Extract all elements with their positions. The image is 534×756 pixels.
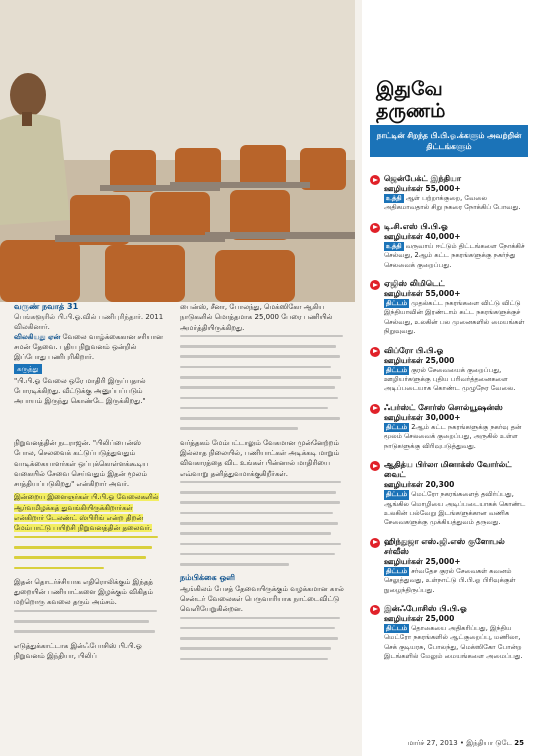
- col2-paragraph-3: ஆங்கிலம் பேசத் தேவையிருக்கும் வழக்கமான கால் சென்டர் வேலைகள் பெருவாரியாக நாட்டைவிட்டு வெளியேறுகின்றன.: [180, 584, 344, 614]
- article-photo: [0, 0, 355, 302]
- strategy: [384, 366, 530, 394]
- company-name: ஜென்பேக்ட் இந்தியா: [384, 174, 462, 183]
- paragraph-lines-2: [14, 610, 164, 633]
- employee-count: ஊழியர்கள் 40,000+: [384, 231, 461, 241]
- sidebar-panel: [362, 0, 534, 756]
- sub-heading: நம்பிக்கை ஒளி: [180, 573, 236, 583]
- paragraph-1: நிறுவனத்தின் நடராஜன். "பிலிப்பைன்ஸ் போல, செலவைக் கட்டுப்படுத்துவதும் வாடிக்கையாளர்கள் ஒப்புக்கொள்ளக்கூடிய வகையில் சேவை செய்வதும் இதன் மூலம் சாத்தியப்படுகிறது" என்கிறார் அவர்.: [14, 439, 149, 489]
- company-name: ஃபர்ஸ்ட் சோர்ஸ் சொல்யூஷன்ஸ்: [384, 402, 503, 412]
- employee-count: ஊழியர்கள் 30,000+: [384, 412, 461, 422]
- col2-lines-3: [180, 617, 348, 661]
- article-column-1: [14, 438, 164, 661]
- company-name: டி.சி.எஸ் பி.பி.ஓ: [384, 221, 448, 231]
- strategy-tag: திட்டம்: [386, 490, 408, 499]
- list-item: [370, 222, 530, 270]
- company-name: ஆதித்ய பிர்லா மினாக்ஸ் வோர்ல்ட் வைட்: [384, 460, 512, 480]
- strategy-text: சர்வதேச குரல் சேவைகள் கவனம் செலுத்துவது, உள்நாட்டு பி.பி.ஓ பிரிவுக்குள் நுழைந்திருப்பது.: [384, 566, 516, 594]
- employee-count: ஊழியர்கள் 55,000+: [384, 184, 461, 193]
- list-item: [370, 174, 530, 213]
- list-item: [370, 460, 530, 528]
- paragraph-3: இதன் தொடர்ச்சியாக எதிரொலிக்கும் இந்தத் துறையின் பணியாட்களை இழக்கும் விகிதம் மற்றொரு கவலை தரும் அம்சம்.: [14, 577, 153, 607]
- highlighted-paragraph: இன்றைய இளைஞர்கள் பி.பி.ஓ வேலைகளில் ஆர்வமிழக்கத் துவங்கியிருக்கிறார்கள் என்கிறார் டேலண்ட் ஸ்பிரிங் என்ற திறன் மேம்பாட்டு பயிற்சி நிறுவனத்தின் தலைவர்.: [14, 493, 159, 533]
- employee-count: ஊழியர்கள் 25,000+: [384, 556, 461, 566]
- page-number: 25: [514, 739, 524, 747]
- magazine-name: இந்தியா டுடே: [466, 739, 513, 747]
- caption-role: பெங்களூரில் பி.பி.ஓ.வில் பணிபுரிந்தார். 2011 விலகினார்.: [14, 313, 164, 331]
- caption-reason: [14, 332, 164, 362]
- caption-reason-text: வேலை வாழ்க்கைகான சரியான சமன் தேவை. புதிய நிறுவனம் ஒன்றில் இப்போது பணிபுரிகிறார்.: [14, 333, 163, 361]
- strategy-tag: உத்தி: [386, 194, 402, 202]
- caption-tag: கருத்து: [14, 364, 42, 374]
- page-footer: மார்ச் 27, 2013 • இந்தியா டுடே 25: [407, 739, 524, 747]
- employee-count: ஊழியர்கள் 20,300: [384, 480, 455, 490]
- col2-paragraph-2: வர்த்தகம் மேம்பட்டாலும் வேகமான முன்னேற்றம் இல்லாத நிலையில், பணியாட்கள் அடிக்கடி மாறும் விவகாரத்தை விட உங்கள் பின்னால் மாதிரியை எவ்வாறு தனித்துவமாக்குகிறீர்கள்.: [180, 438, 340, 478]
- col2-lines-1: [180, 335, 348, 430]
- strategy-tag: திட்டம்: [386, 299, 408, 308]
- caption-quote: "பி.பி.ஓ வேலை ஒரே மாதிரி இருப்பதால் போரடிக்கிறது. வீட்டுக்கு அனுப்பப்படும் அபாயம் இருந்து கொண்டே இருக்கிறது.": [14, 377, 146, 405]
- employee-count: ஊழியர்கள் 55,000+: [384, 289, 461, 299]
- strategy: [384, 299, 530, 337]
- strategy-text: வருவாய் ஈட்டும் திட்டங்களை நோக்கிச் செல்வது, 2ஆம் கட்ட நகரங்களுக்கு நகர்ந்து செலவைக் குறைப்பது.: [384, 241, 525, 269]
- strategy-tag: திட்டம்: [386, 623, 408, 632]
- panel-banner: நாட்டின் சிறந்த பி.பி.ஓ.க்களும் அவற்றின் திட்டங்களும்: [370, 125, 528, 157]
- strategy-text: ஆள் பற்றாக்குறை, வேலை அதிகமாவதால் சிறு நகரை நோக்கிப் போவது.: [384, 194, 521, 212]
- panel-title: [376, 78, 445, 122]
- caption-reason-label: விலகியது ஏன்: [14, 333, 61, 341]
- strategy: [384, 490, 530, 528]
- company-name: இன்ஃபோசிஸ் பி.பி.ஓ: [384, 603, 467, 613]
- strategy-tag: திட்டம்: [386, 566, 408, 575]
- strategy: [384, 624, 530, 662]
- play-bullet-icon: [370, 605, 380, 615]
- list-item: [370, 346, 530, 394]
- strategy-tag: திட்டம்: [386, 365, 408, 374]
- bpo-list: [370, 174, 530, 671]
- panel-title-line-1: இதுவே: [376, 78, 443, 100]
- play-bullet-icon: [370, 175, 380, 185]
- strategy-text: முதல்கட்ட நகரங்களை விட்டு விட்டு இந்தியாவின் இரண்டாம் கட்ட நகரங்களுக்குச் செல்வது, உலகின் பல முனைகளில் மையங்கள் நிறுவுவது.: [384, 299, 525, 336]
- employee-count: ஊழியர்கள் 25,000: [384, 613, 455, 623]
- article-column-2: [180, 302, 348, 668]
- list-item: [370, 279, 530, 337]
- strategy-text: மெட்ரோ நகரங்களைத் தவிர்ப்பது, ஆங்கில மொழியை அடிப்படையாகக் கொண்ட உலகின் பல்வேறு இடங்களுக்கான வணிக சேவைகளுக்கு முக்கியத்துவம் தருவது.: [384, 490, 526, 527]
- classroom-photo-illustration: [0, 0, 355, 302]
- photo-caption: [14, 302, 164, 406]
- strategy: [384, 242, 530, 270]
- strategy-tag: திட்டம்: [386, 422, 408, 431]
- strategy-text: 2ஆம் கட்ட நகரங்களுக்கு நகர்வு தன் மூலம் செலவைக் குறைப்பது, அருகில் உள்ள நாடுகளுக்கு விரிவுபடுத்துவது.: [384, 422, 522, 450]
- paragraph-4: எடுத்துக்காட்டாக இன்ஃபோசிஸ் பி.பி.ஓ நிறுவனம் இந்தியா, பிலிப்: [14, 641, 142, 660]
- caption-name: வருண் நவாத் 31: [14, 302, 79, 311]
- employee-count: ஊழியர்கள் 25,000: [384, 355, 455, 365]
- list-item: [370, 403, 530, 451]
- list-item: [370, 604, 530, 662]
- strategy-tag: உத்தி: [386, 241, 402, 250]
- strategy: [384, 567, 530, 595]
- company-name: விப்ரோ பி.பி.ஓ: [384, 345, 444, 355]
- paragraph-lines: [14, 536, 164, 569]
- strategy: [384, 194, 530, 213]
- play-bullet-icon: [370, 538, 380, 548]
- company-name: ஏஜிஸ் லிமிடெட்: [384, 279, 445, 289]
- strategy-text: தொகையை அதிகரிப்பது, இந்திய மெட்ரோ நகரங்களில் ஆட்குறைப்பு, மணிலா, செக் குடியரசு, போலந்து, மெக்ஸிகோ போன்ற இடங்களில் மேலும் மையங்களை அமைப்பது.: [384, 623, 523, 661]
- play-bullet-icon: [370, 223, 380, 233]
- panel-title-line-2: தருணம்: [376, 100, 446, 122]
- col2-paragraph-1: பைன்ஸ், சீனா, போலந்து, மெக்ஸிகோ ஆகிய நாடுகளில் மொத்தமாக 25,000 பேரை பணியில் அமர்த்தியிருக்கிறது.: [180, 303, 333, 332]
- play-bullet-icon: [370, 461, 380, 471]
- play-bullet-icon: [370, 347, 380, 357]
- company-name: ஹிந்துஜா எஸ்.ஜி.எஸ் குளோபல் சர்வீஸ்: [384, 536, 505, 556]
- strategy-text: குரல் சேவையைக் குறைப்பது, ஊழியர்களுக்கு புதிய பரிவர்த்தனைகளை அடிப்படையாக கொண்ட முழுநேர வேலை.: [384, 365, 516, 393]
- issue-date: மார்ச் 27, 2013: [407, 739, 458, 747]
- strategy: [384, 423, 530, 451]
- list-item: [370, 537, 530, 595]
- play-bullet-icon: [370, 280, 380, 290]
- play-bullet-icon: [370, 404, 380, 414]
- col2-lines-2: [180, 481, 348, 566]
